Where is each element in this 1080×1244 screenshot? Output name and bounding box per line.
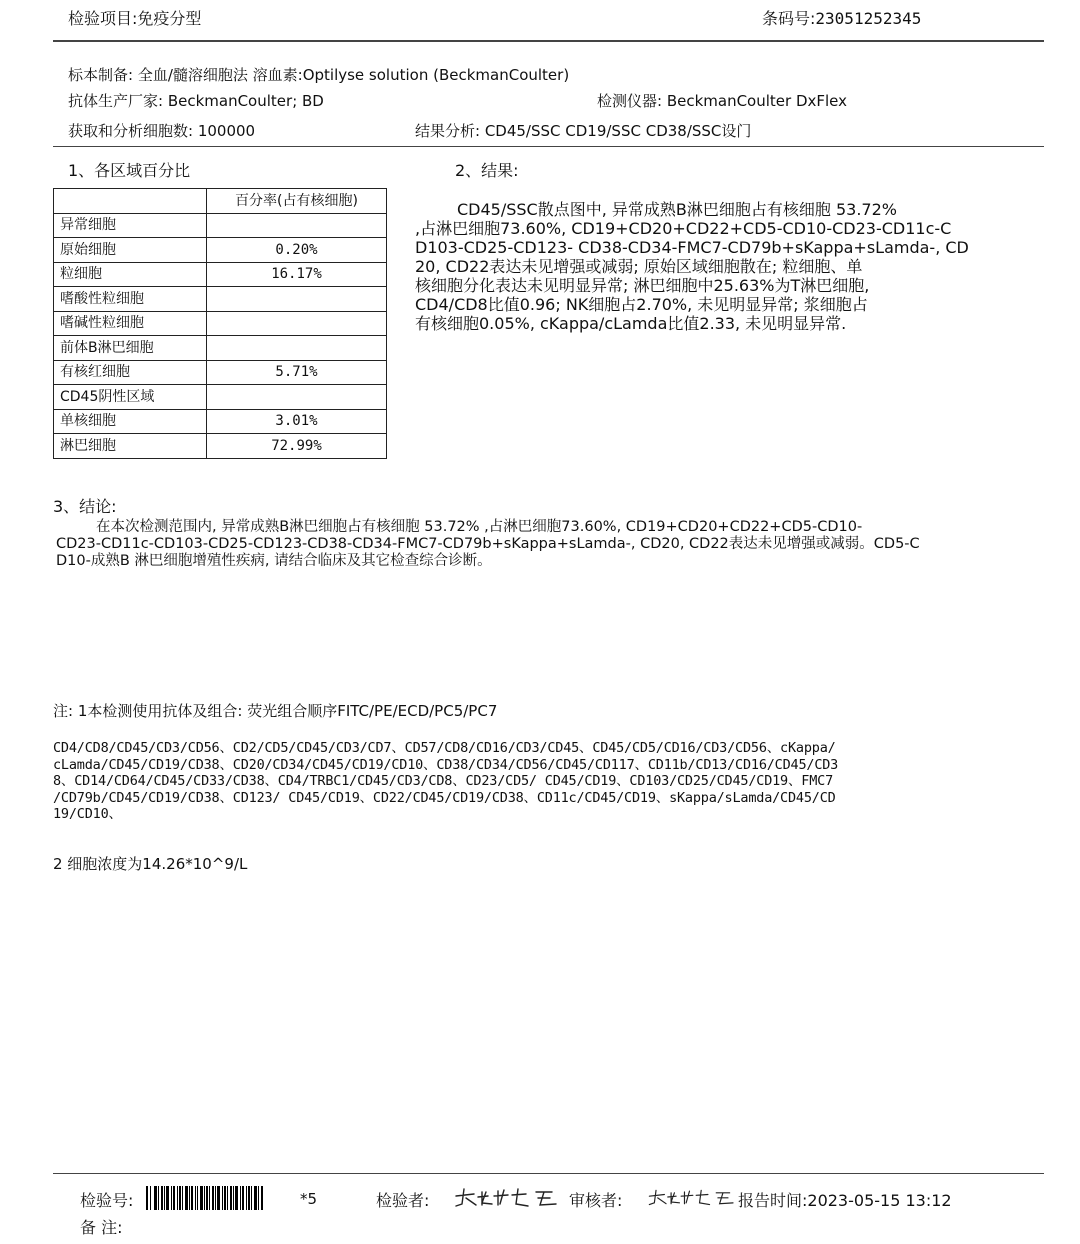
barcode-value: 23051252345 [815, 9, 922, 28]
table-header-percent: 百分率(占有核细胞) [207, 189, 387, 214]
row-name: 粒细胞 [54, 262, 207, 287]
row-name: 单核细胞 [54, 409, 207, 434]
antibody-manufacturer: 抗体生产厂家: BeckmanCoulter; BD [68, 92, 324, 110]
conclusion-line: 在本次检测范围内, 异常成熟B淋巴细胞占有核细胞 53.72% ,占淋巴细胞73.60%, CD19+CD20+CD22+CD5-CD10- [96, 519, 863, 535]
cells-acquired: 获取和分析细胞数: 100000 [68, 122, 256, 140]
row-value: 72.99% [207, 434, 387, 459]
table-row [54, 336, 387, 361]
row-name: 嗜酸性粒细胞 [54, 287, 207, 312]
row-name: 原始细胞 [54, 238, 207, 263]
row-value: 0.20% [207, 238, 387, 263]
reviewer-label: 审核者: [569, 1191, 623, 1210]
combo-line: 8、CD14/CD64/CD45/CD33/CD38、CD4/TRBC1/CD45/CD3/CD8、CD23/CD5/ CD45/CD19、CD103/CD25/CD45/CD19、FMC7 [53, 773, 833, 789]
barcode-label: 条码号: [762, 9, 816, 28]
results-line: D103-CD25-CD123- CD38-CD34-FMC7-CD79b+sKappa+sLamda-, CD [415, 238, 969, 257]
row-name: 前体B淋巴细胞 [54, 336, 207, 361]
specimen-prep: 标本制备: 全血/髓溶细胞法 溶血素:Optilyse solution (BeckmanCoulter) [68, 66, 570, 84]
exam-item-label: 检验项目:免疫分型 [68, 9, 202, 28]
row-name: 有核红细胞 [54, 360, 207, 385]
table-header-row [54, 189, 387, 214]
cell-concentration: 2 细胞浓度为14.26*10^9/L [53, 855, 248, 873]
row-value [207, 311, 387, 336]
row-value [207, 336, 387, 361]
info-divider [53, 146, 1044, 147]
reviewer-signature [646, 1186, 738, 1208]
table-row [54, 360, 387, 385]
footer-divider [53, 1173, 1044, 1174]
row-value: 5.71% [207, 360, 387, 385]
examiner-label: 检验者: [376, 1191, 430, 1210]
results-line: ,占淋巴细胞73.60%, CD19+CD20+CD22+CD5-CD10-CD23-CD11c-C [415, 219, 952, 238]
row-name: 嗜碱性粒细胞 [54, 311, 207, 336]
remark-label: 备 注: [80, 1218, 123, 1237]
table-row [54, 287, 387, 312]
exam-barcode-image [146, 1186, 292, 1210]
section1-title: 1、各区域百分比 [68, 161, 191, 180]
table-row [54, 262, 387, 287]
results-line: CD45/SSC散点图中, 异常成熟B淋巴细胞占有核细胞 53.72% [457, 200, 897, 219]
combo-line: 19/CD10、 [53, 806, 122, 822]
table-row [54, 238, 387, 263]
exam-number-label: 检验号: [80, 1191, 134, 1210]
table-row [54, 385, 387, 410]
results-line: 核细胞分化表达未见明显异常; 淋巴细胞中25.63%为T淋巴细胞, [415, 276, 870, 295]
combo-line: cLamda/CD45/CD19/CD38、CD20/CD34/CD45/CD19/CD10、CD38/CD34/CD56/CD45/CD117、CD11b/CD13/CD16/CD45/CD3 [53, 756, 839, 773]
results-line: 20, CD22表达未见增强或减弱; 原始区域细胞散在; 粒细胞、单 [415, 257, 863, 276]
row-name: 异常细胞 [54, 213, 207, 238]
row-name: 淋巴细胞 [54, 434, 207, 459]
row-value [207, 213, 387, 238]
table-row [54, 434, 387, 459]
results-line: 有核细胞0.05%, cKappa/cLamda比值2.33, 未见明显异常. [415, 314, 847, 333]
conclusion-text [56, 519, 1046, 570]
row-value: 16.17% [207, 262, 387, 287]
barcode-suffix: *5 [300, 1190, 318, 1208]
table-header-blank [54, 189, 207, 214]
table-row [54, 213, 387, 238]
examiner-signature [452, 1186, 562, 1208]
section3-title: 3、结论: [53, 497, 117, 516]
header-divider [53, 40, 1044, 42]
row-value [207, 385, 387, 410]
conclusion-line: D10-成熟B 淋巴细胞增殖性疾病, 请结合临床及其它检查综合诊断。 [56, 553, 492, 569]
table-row [54, 311, 387, 336]
report-time: 报告时间:2023-05-15 13:12 [738, 1191, 952, 1210]
gating-analysis: 结果分析: CD45/SSC CD19/SSC CD38/SSC设门 [415, 122, 752, 140]
percentage-table [53, 188, 387, 459]
table-row [54, 409, 387, 434]
results-text [415, 200, 1035, 333]
antibody-combos [53, 740, 1045, 823]
barcode-number [762, 6, 921, 29]
row-value [207, 287, 387, 312]
results-line: CD4/CD8比值0.96; NK细胞占2.70%, 未见明显异常; 浆细胞占 [415, 295, 868, 314]
section2-title: 2、结果: [455, 161, 519, 180]
combo-line: /CD79b/CD45/CD19/CD38、CD123/ CD45/CD19、CD22/CD45/CD19/CD38、CD11c/CD45/CD19、sKappa/sLamda/CD45/CD [53, 789, 836, 806]
note1-title: 注: 1本检测使用抗体及组合: 荧光组合顺序FITC/PE/ECD/PC5/PC7 [53, 702, 498, 720]
combo-line: CD4/CD8/CD45/CD3/CD56、CD2/CD5/CD45/CD3/CD7、CD57/CD8/CD16/CD3/CD45、CD45/CD5/CD16/CD3/CD56、cKappa/ [53, 740, 836, 756]
instrument: 检测仪器: BeckmanCoulter DxFlex [597, 92, 848, 110]
row-name: CD45阴性区域 [54, 385, 207, 410]
row-value: 3.01% [207, 409, 387, 434]
conclusion-line: CD23-CD11c-CD103-CD25-CD123-CD38-CD34-FMC7-CD79b+sKappa+sLamda-, CD20, CD22表达未见增强或减弱。CD5-C [56, 536, 920, 552]
